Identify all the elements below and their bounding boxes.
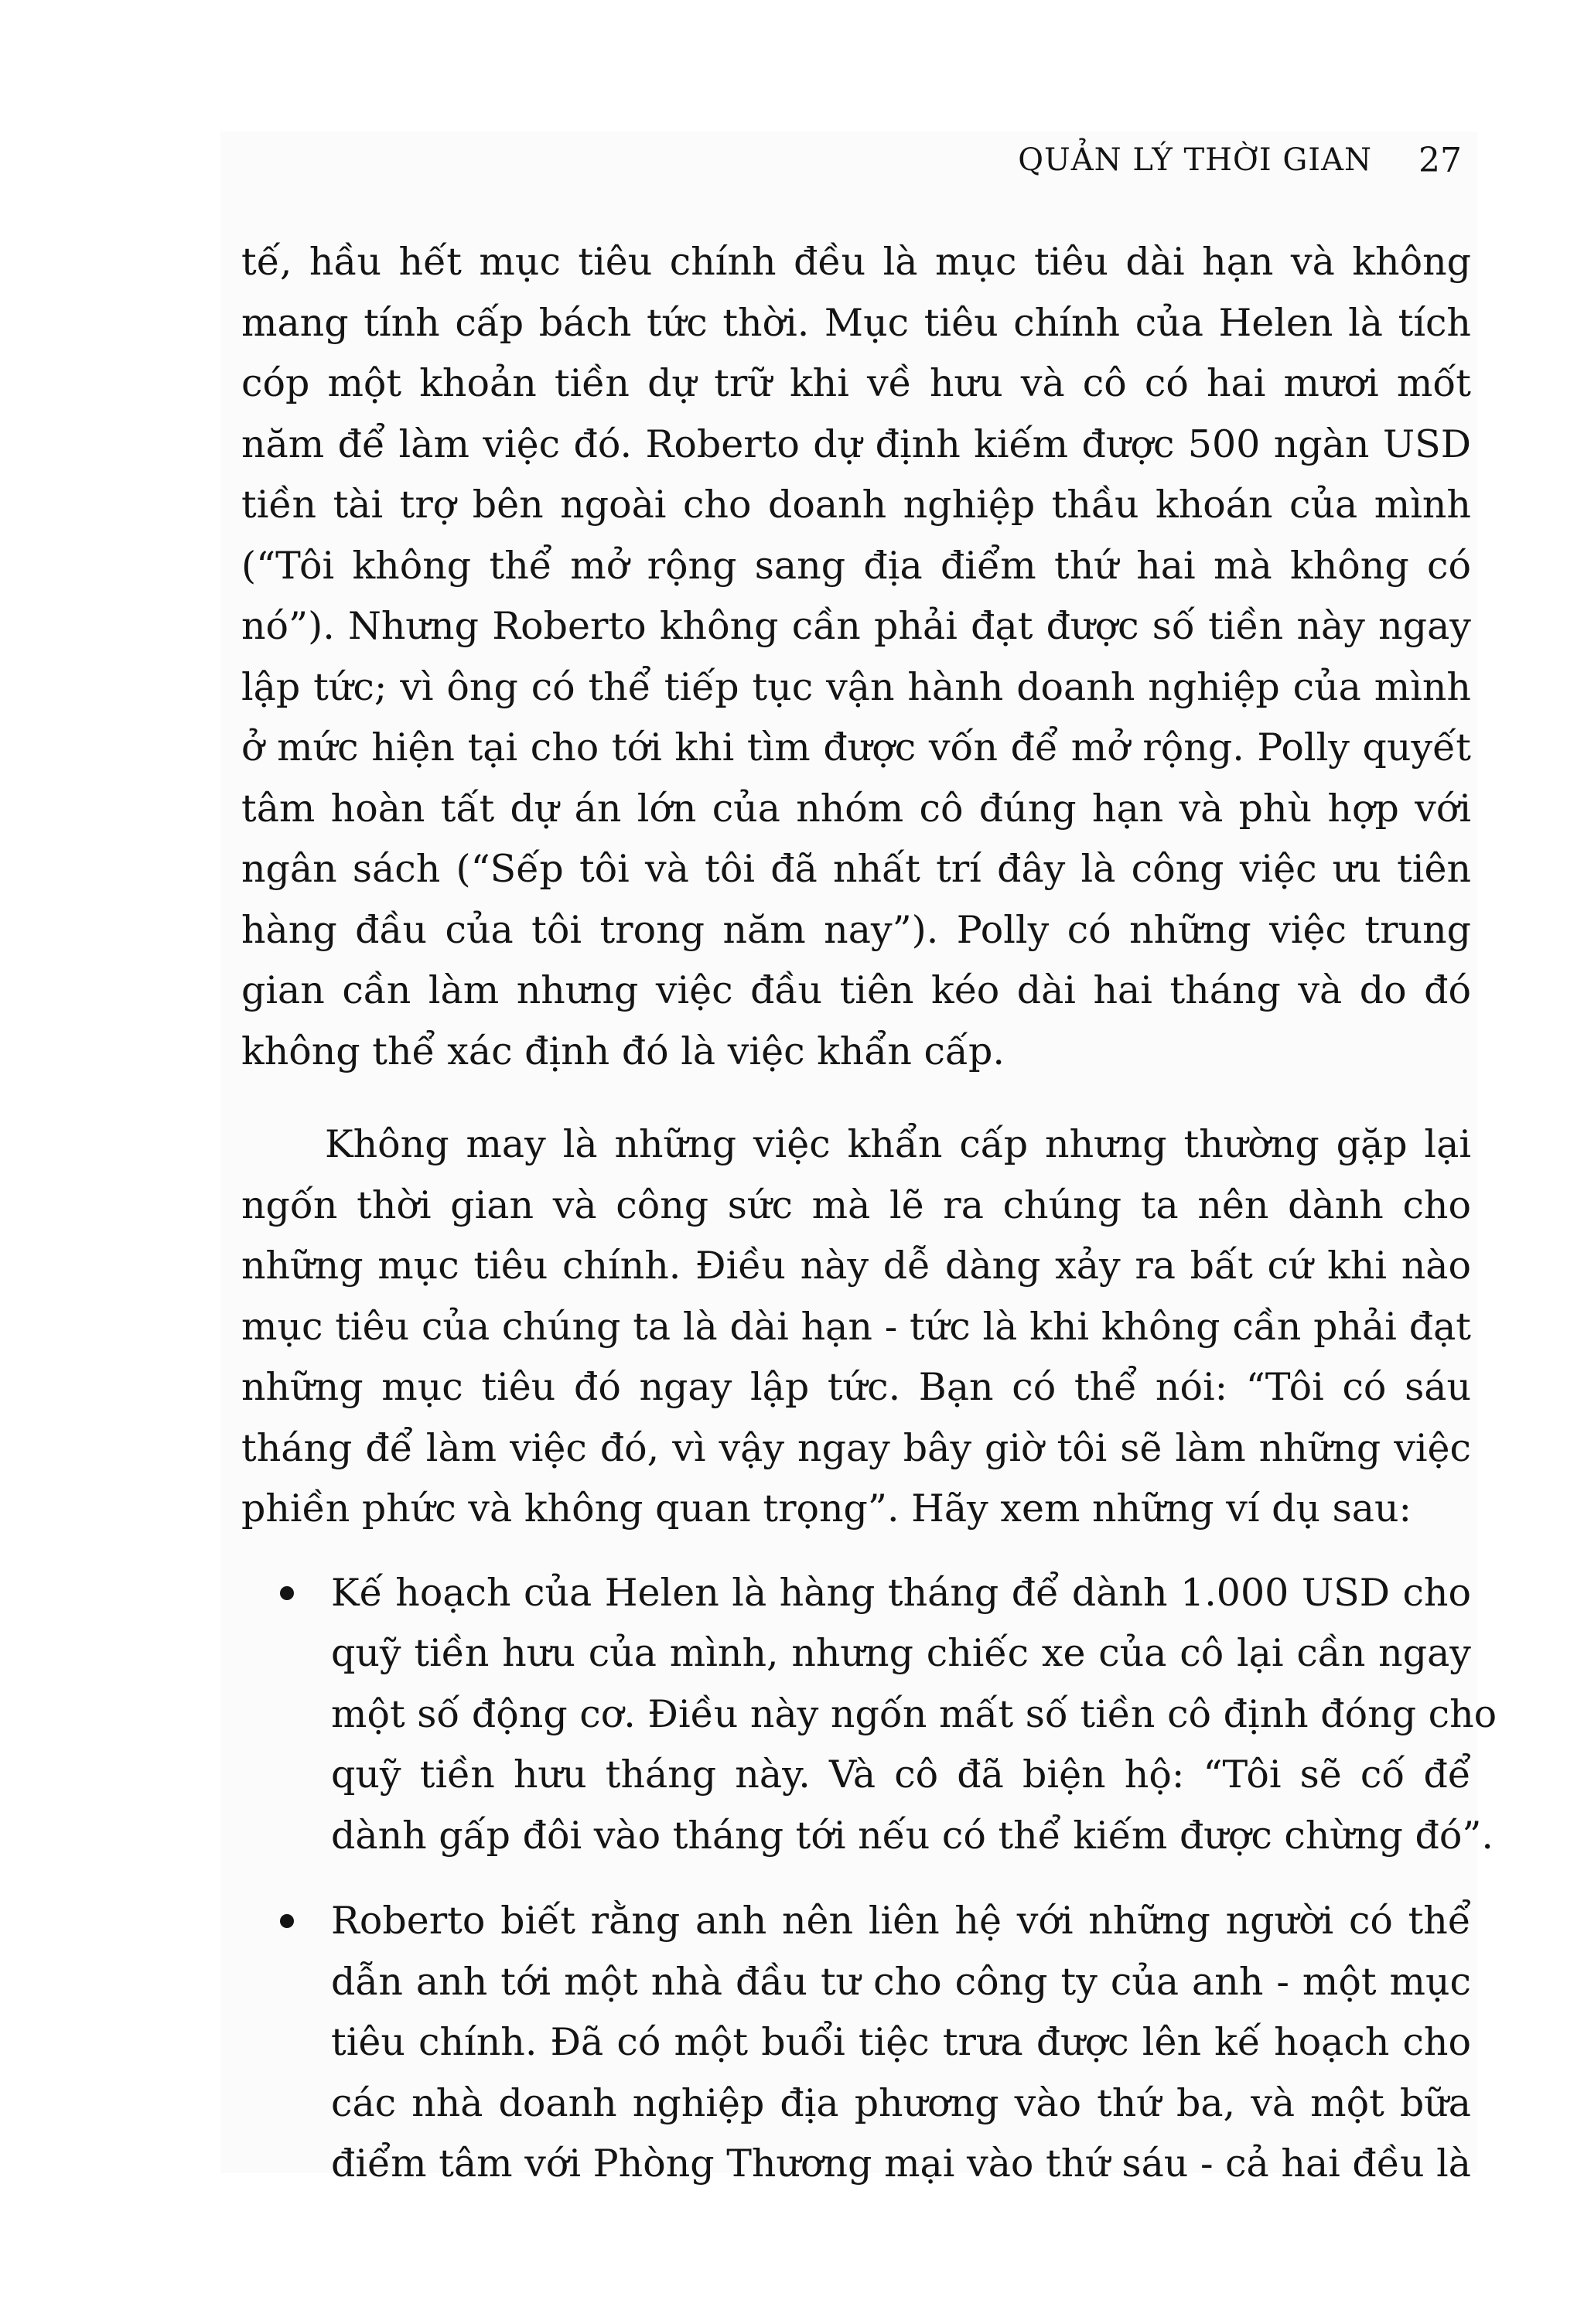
text-line: ở mức hiện tại cho tới khi tìm được vốn để mở rộng. Polly quyết [241,725,1471,770]
text-line: những mục tiêu chính. Điều này dễ dàng xảy ra bất cứ khi nào [241,1244,1471,1288]
text-line: quỹ tiền hưu tháng này. Và cô đã biện hộ: “Tôi sẽ cố để [331,1752,1471,1797]
list-item [241,1891,1471,2195]
text-line: tháng để làm việc đó, vì vậy ngay bây giờ tôi sẽ làm những việc [241,1425,1471,1470]
chapter-title: QUẢN LÝ THỜI GIAN [1018,142,1372,178]
text-line: hàng đầu của tôi trong năm nay”). Polly có những việc trung [241,907,1471,952]
running-header [1005,133,1462,187]
paragraph [241,1114,1471,1540]
list-item [241,1563,1497,1867]
bullet-icon [280,1586,294,1600]
text-line: một số động cơ. Điều này ngốn mất số tiền cô định đóng cho [331,1691,1497,1736]
bullet-list [241,1563,1497,2195]
text-line: không thể xác định đó là việc khẩn cấp. [241,1029,1005,1073]
text-line: tiền tài trợ bên ngoài cho doanh nghiệp thầu khoán của mình [241,483,1471,527]
text-line: những mục tiêu đó ngay lập tức. Bạn có thể nói: “Tôi có sáu [241,1365,1471,1409]
text-line: mang tính cấp bách tức thời. Mục tiêu chính của Helen là tích [241,300,1471,345]
text-line: tế, hầu hết mục tiêu chính đều là mục tiêu dài hạn và không [241,240,1471,284]
text-line: năm để làm việc đó. Roberto dự định kiếm được 500 ngàn USD [241,421,1471,466]
text-line: Không may là những việc khẩn cấp nhưng thường gặp lại [325,1122,1471,1166]
text-line: tâm hoàn tất dự án lớn của nhóm cô đúng hạn và phù hợp với [241,786,1471,831]
body-text [241,232,1497,2220]
text-line: các nhà doanh nghiệp địa phương vào thứ ba, và một bữa [331,2080,1471,2125]
bullet-icon [280,1914,294,1928]
text-line: ngốn thời gian và công sức mà lẽ ra chúng ta nên dành cho [241,1182,1471,1227]
text-line: Kế hoạch của Helen là hàng tháng để dành 1.000 USD cho [331,1570,1471,1615]
text-line: gian cần làm nhưng việc đầu tiên kéo dài hai tháng và do đó [241,968,1471,1012]
text-line: dẫn anh tới một nhà đầu tư cho công ty của anh - một mục [331,1959,1471,2004]
text-line: nó”). Nhưng Roberto không cần phải đạt được số tiền này ngay [241,604,1471,648]
text-line: Roberto biết rằng anh nên liên hệ với những người có thể [331,1899,1471,1943]
text-line: cóp một khoản tiền dự trữ khi về hưu và cô có hai mươi mốt [241,361,1471,405]
text-line: điểm tâm với Phòng Thương mại vào thứ sáu - cả hai đều là [331,2141,1471,2186]
text-line: (“Tôi không thể mở rộng sang địa điểm thứ hai mà không có [241,543,1471,588]
text-line: quỹ tiền hưu của mình, nhưng chiếc xe của cô lại cần ngay [331,1631,1471,1675]
text-line: tiêu chính. Đã có một buổi tiệc trưa được lên kế hoạch cho [331,2020,1471,2064]
page-number: 27 [1418,140,1462,180]
text-line: ngân sách (“Sếp tôi và tôi đã nhất trí đây là công việc ưu tiên [241,847,1471,891]
text-line: mục tiêu của chúng ta là dài hạn - tức là khi không cần phải đạt [241,1304,1471,1349]
text-line: dành gấp đôi vào tháng tới nếu có thể kiếm được chừng đó”. [331,1813,1494,1858]
text-line: phiền phức và không quan trọng”. Hãy xem những ví dụ sau: [241,1486,1412,1531]
text-line: lập tức; vì ông có thể tiếp tục vận hành doanh nghiệp của mình [241,664,1471,709]
paragraph-continued [241,232,1471,1082]
